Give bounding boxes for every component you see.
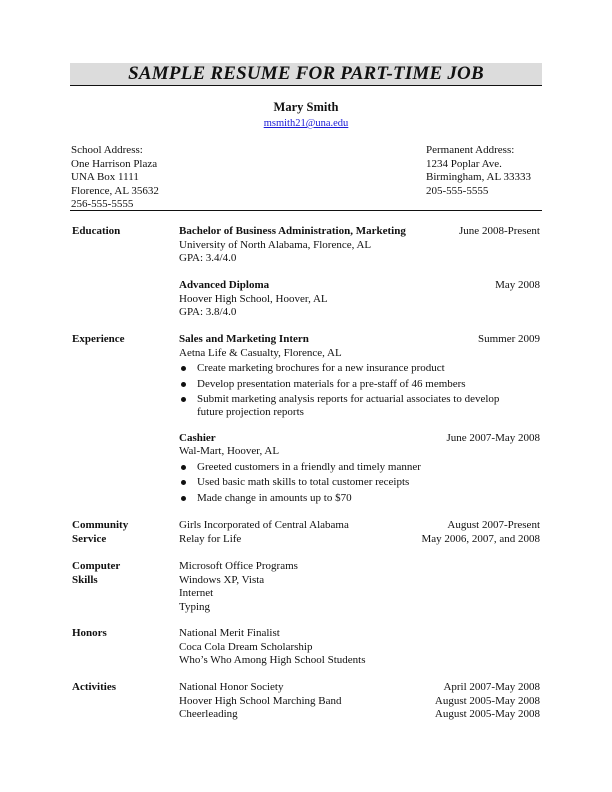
employer: Aetna Life & Casualty, Florence, AL	[179, 346, 342, 359]
duty-item: Greeted customers in a friendly and timely manner	[179, 461, 517, 474]
diploma-title: Advanced Diploma	[179, 279, 270, 291]
permanent-address-line: Birmingham, AL 33333	[426, 171, 532, 183]
permanent-address	[426, 144, 531, 198]
community-label-line: Community	[72, 519, 129, 531]
activity-item	[179, 695, 540, 709]
job-date: Summer 2009	[477, 333, 540, 345]
job-title: Sales and Marketing Intern	[179, 333, 309, 345]
community-item	[179, 519, 540, 533]
skills-list	[179, 560, 540, 614]
employer: Wal-Mart, Hoover, AL	[179, 445, 280, 457]
diploma-line	[179, 279, 540, 293]
applicant-name: Mary Smith	[273, 100, 339, 114]
honor-item: Who’s Who Among High School Students	[179, 654, 366, 666]
school-address-line: Florence, AL 35632	[71, 184, 159, 197]
activities-list	[179, 681, 540, 722]
activity-item	[179, 681, 540, 695]
experience-entries	[179, 333, 540, 507]
community-org: Relay for Life	[179, 532, 242, 545]
experience-label: Experience	[72, 333, 125, 345]
duty-item: Made change in amounts up to $70	[179, 492, 517, 505]
activity-item	[179, 708, 540, 722]
job-line	[179, 333, 540, 347]
job-duties	[179, 461, 540, 505]
activity-name: Hoover High School Marching Band	[179, 694, 342, 707]
degree-date: June 2008-Present	[459, 225, 540, 237]
community-entries	[179, 519, 540, 546]
activity-date: August 2005-May 2008	[434, 708, 540, 720]
community-label-line: Service	[72, 532, 107, 545]
school-phone: 256-555-5555	[71, 198, 134, 210]
school-address-label: School Address:	[71, 144, 143, 156]
degree-line	[179, 225, 540, 239]
high-school-name: Hoover High School, Hoover, AL	[179, 292, 328, 305]
education-entries	[179, 225, 540, 320]
duty-item: Submit marketing analysis reports for actuarial associates to develop future projection reports	[179, 393, 517, 419]
school-address-line: UNA Box 1111	[71, 171, 139, 183]
permanent-address-label: Permanent Address:	[426, 144, 515, 156]
activity-name: Cheerleading	[179, 708, 238, 720]
school-address-line: One Harrison Plaza	[71, 157, 158, 170]
honors-list	[179, 627, 540, 668]
community-label	[72, 519, 128, 546]
email-line	[0, 117, 612, 131]
gpa: GPA: 3.8/4.0	[179, 306, 237, 318]
skill-item: Microsoft Office Programs	[179, 560, 298, 572]
job-title: Cashier	[179, 431, 216, 444]
activity-date: August 2005-May 2008	[434, 694, 540, 707]
community-date: May 2006, 2007, and 2008	[421, 532, 540, 545]
honor-item: National Merit Finalist	[179, 627, 280, 639]
community-date: August 2007-Present	[447, 519, 540, 531]
skill-item: Windows XP, Vista	[179, 573, 265, 586]
gpa: GPA: 3.4/4.0	[179, 252, 237, 264]
duty-item: Create marketing brochures for a new insurance product	[179, 362, 517, 375]
duty-item: Develop presentation materials for a pre-staff of 46 members	[179, 378, 517, 391]
education-label: Education	[72, 225, 121, 237]
skill-item: Internet	[179, 587, 214, 599]
community-item	[179, 533, 540, 547]
skill-item: Typing	[179, 600, 211, 613]
activity-name: National Honor Society	[179, 681, 284, 693]
activity-date: April 2007-May 2008	[443, 681, 540, 693]
skills-label-line: Skills	[72, 573, 98, 586]
permanent-address-line: 1234 Poplar Ave.	[426, 157, 502, 170]
permanent-phone: 205-555-5555	[426, 184, 489, 197]
skills-label-line: Computer	[72, 560, 121, 572]
diploma-date: May 2008	[495, 279, 540, 291]
honors-label: Honors	[72, 627, 107, 639]
degree-title: Bachelor of Business Administration, Marketing	[179, 225, 406, 237]
resume-title: SAMPLE RESUME FOR PART-TIME JOB	[70, 63, 542, 86]
honor-item: Coca Cola Dream Scholarship	[179, 640, 313, 653]
email-link[interactable]: msmith21@una.edu	[263, 118, 349, 129]
job-date: June 2007-May 2008	[446, 431, 540, 444]
community-org: Girls Incorporated of Central Alabama	[179, 519, 349, 531]
job-line	[179, 432, 540, 446]
activities-label: Activities	[72, 681, 116, 693]
header-divider	[70, 210, 542, 211]
school-name: University of North Alabama, Florence, AL	[179, 238, 372, 251]
school-address	[71, 144, 159, 212]
skills-label	[72, 560, 120, 587]
job-duties	[179, 362, 540, 419]
duty-item: Used basic math skills to total customer receipts	[179, 476, 517, 489]
